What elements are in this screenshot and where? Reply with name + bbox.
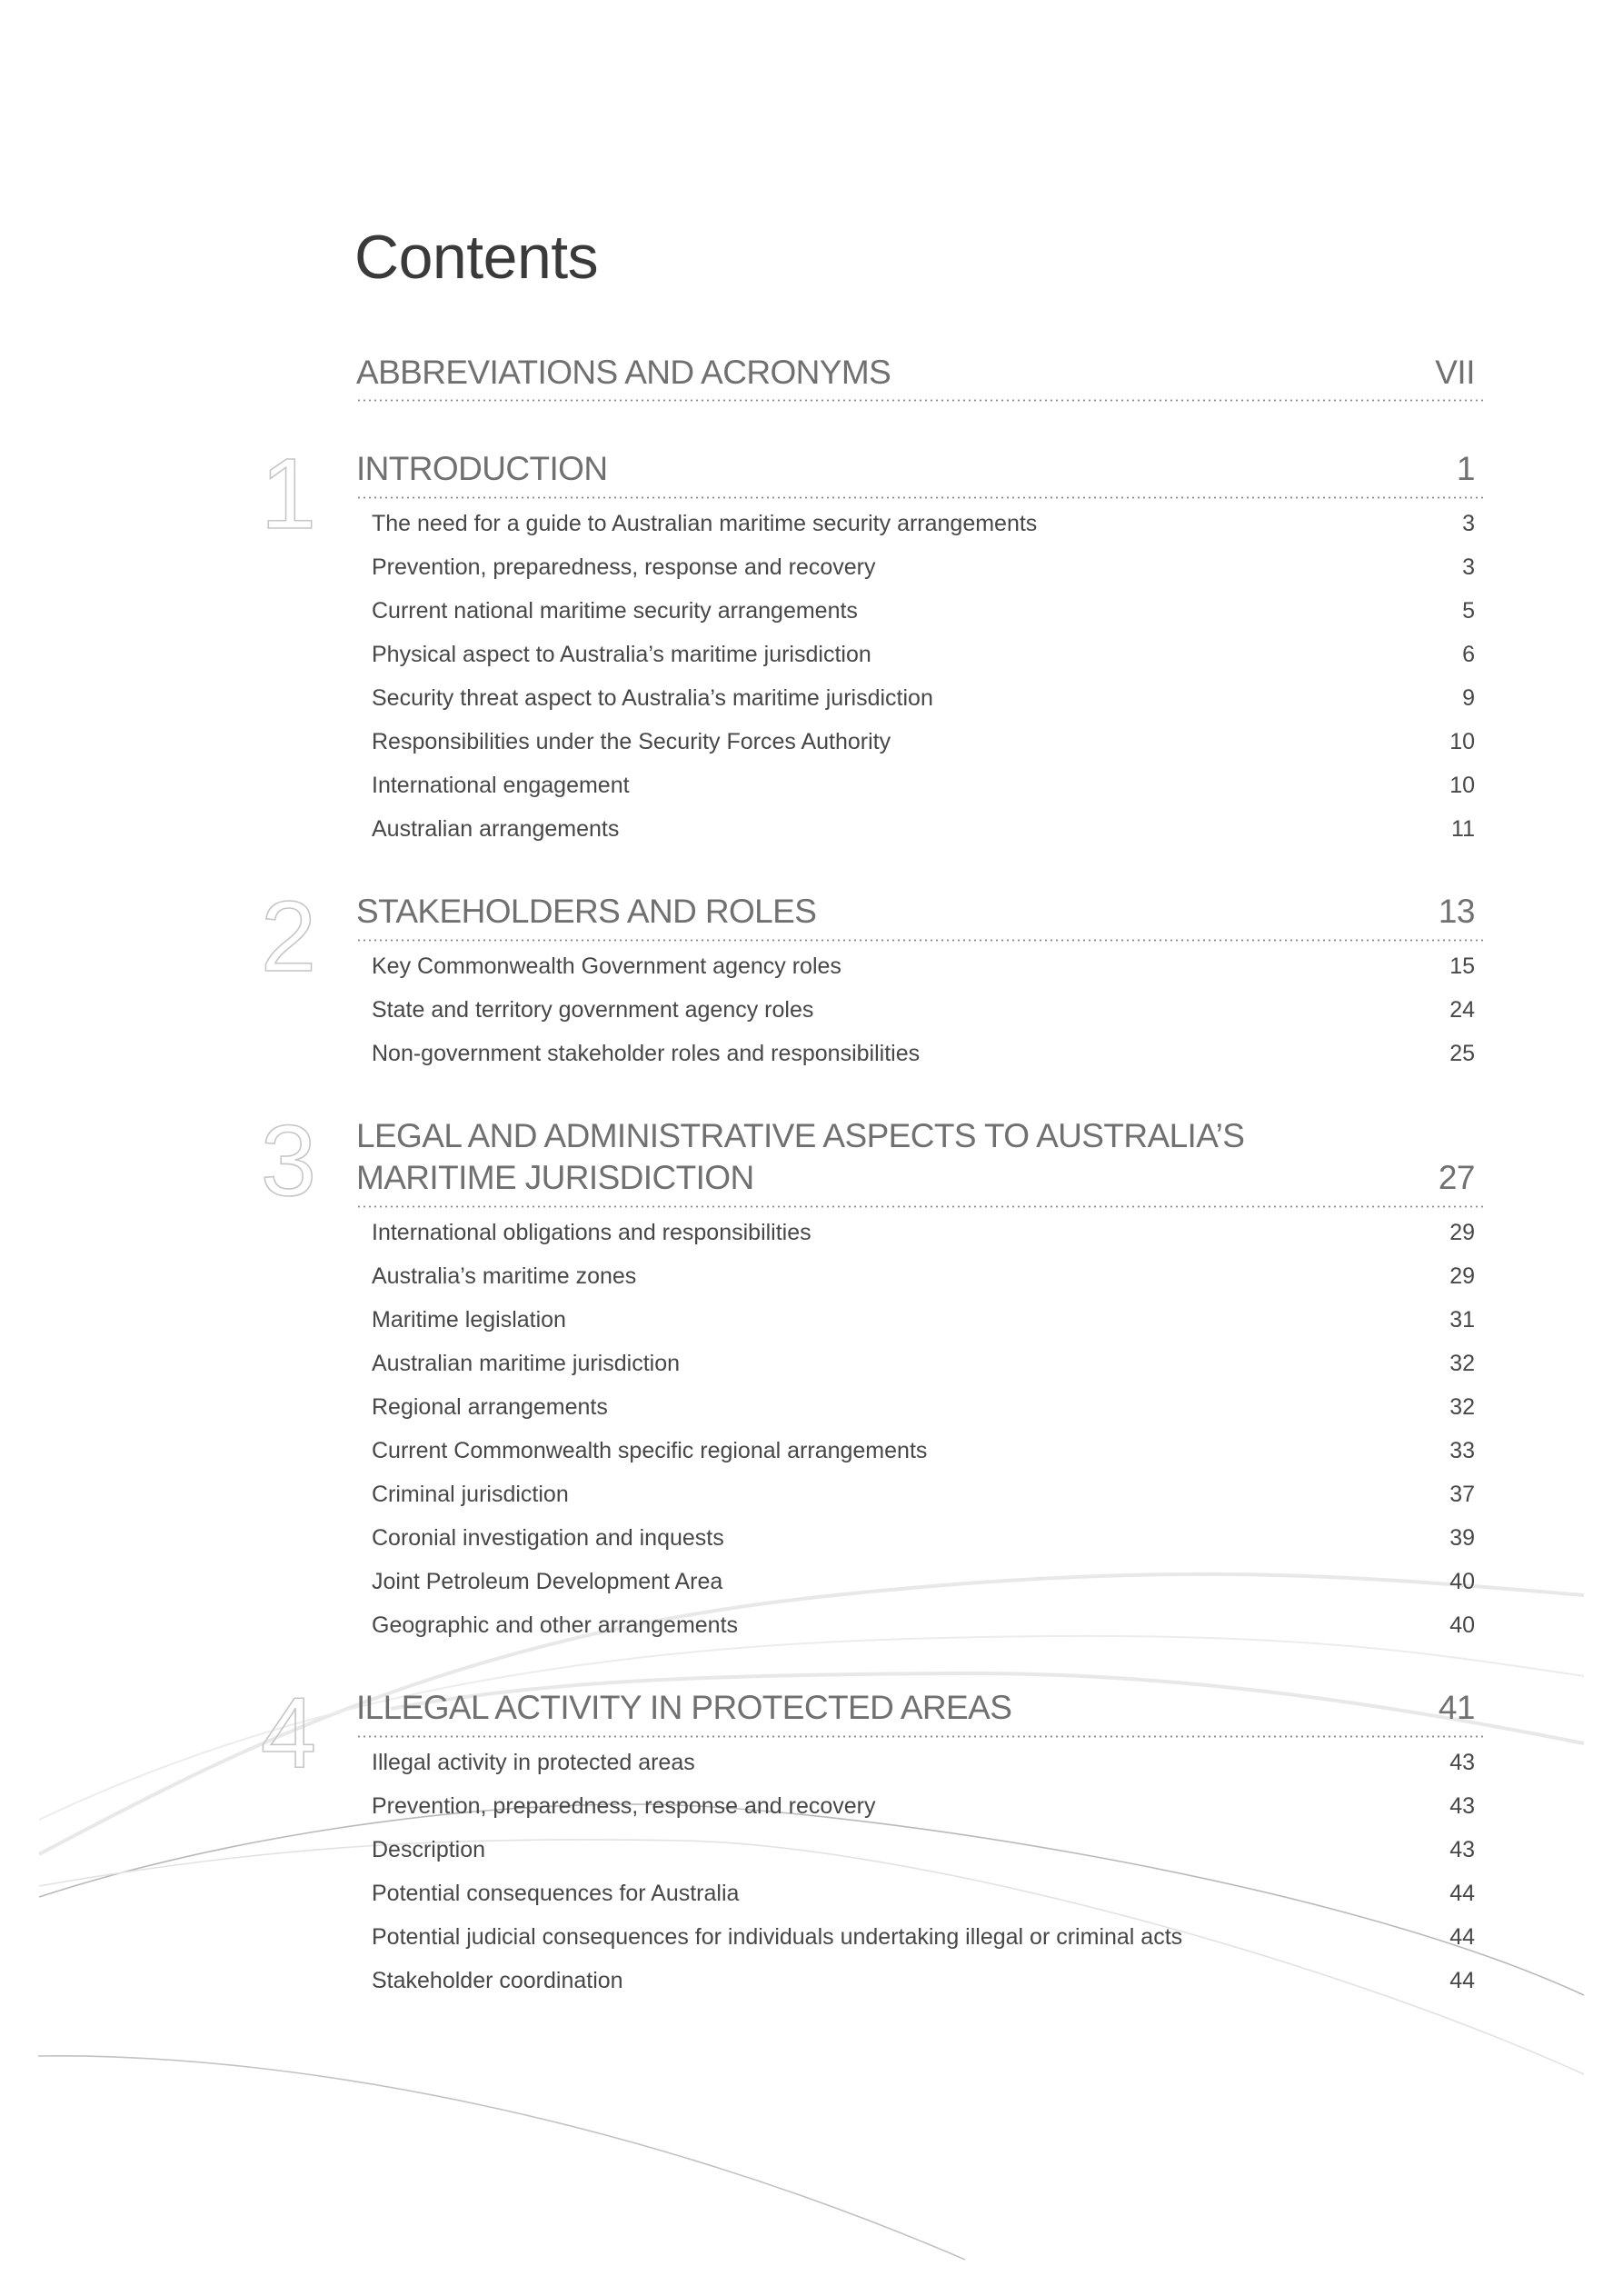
toc-entry[interactable]: Prevention, preparedness, response and recovery xyxy=(372,554,876,580)
toc-entry[interactable]: Prevention, preparedness, response and recovery xyxy=(372,1792,876,1819)
toc-entry[interactable]: Coronial investigation and inquests xyxy=(372,1524,724,1551)
toc-entry[interactable]: Regional arrangements xyxy=(372,1393,608,1420)
dotted-leader-line xyxy=(356,1735,1484,1738)
dotted-leader-line xyxy=(356,496,1484,499)
toc-entry[interactable]: State and territory government agency roles xyxy=(372,996,814,1023)
toc-heading-abbreviations[interactable]: ABBREVIATIONS AND ACRONYMS xyxy=(356,353,891,391)
toc-entry[interactable]: Non-government stakeholder roles and responsibilities xyxy=(372,1040,921,1066)
toc-entry-page-number: 43 xyxy=(1449,1749,1475,1775)
toc-section-page-number: 41 xyxy=(1438,1688,1475,1726)
toc-entry-page-number: 6 xyxy=(1462,641,1475,667)
swoosh-curve-bottom-arc xyxy=(38,2056,965,2260)
chapter-number-outline: 1 xyxy=(260,437,316,550)
toc-entry-page-number: 11 xyxy=(1451,815,1475,842)
toc-entry-page-number: 44 xyxy=(1449,1880,1475,1906)
toc-entry[interactable]: The need for a guide to Australian maritime security arrangements xyxy=(372,510,1038,536)
toc-entry-page-number: 15 xyxy=(1449,953,1475,979)
toc-entry[interactable]: Stakeholder coordination xyxy=(372,1967,623,1993)
toc-entry[interactable]: International obligations and responsibilities xyxy=(372,1219,812,1245)
toc-entry-page-number: 43 xyxy=(1449,1792,1475,1819)
chapter-number-outline: 2 xyxy=(260,880,316,993)
toc-entry[interactable]: Australia’s maritime zones xyxy=(372,1263,637,1289)
toc-entry-page-number: 25 xyxy=(1449,1040,1475,1066)
toc-entry[interactable]: Australian arrangements xyxy=(372,815,620,842)
toc-entry-page-number: 32 xyxy=(1449,1393,1475,1420)
swoosh-curve-dark-arc xyxy=(39,1804,1584,1995)
toc-entry-page-number: 9 xyxy=(1462,684,1475,711)
toc-entry[interactable]: Maritime legislation xyxy=(372,1306,566,1333)
toc-entry-page-number: 43 xyxy=(1449,1836,1475,1862)
toc-entry[interactable]: Current Commonwealth specific regional arrangements xyxy=(372,1437,928,1463)
toc-entry[interactable]: Current national maritime security arrangements xyxy=(372,597,858,624)
toc-entry-page-number: 40 xyxy=(1449,1568,1475,1594)
toc-entry-page-number: 29 xyxy=(1449,1219,1475,1245)
toc-entry-page-number: 37 xyxy=(1449,1481,1475,1507)
toc-section-heading[interactable]: STAKEHOLDERS AND ROLES xyxy=(356,892,817,930)
toc-entry[interactable]: Joint Petroleum Development Area xyxy=(372,1568,723,1594)
toc-entry[interactable]: Australian maritime jurisdiction xyxy=(372,1350,681,1376)
toc-entry[interactable]: Geographic and other arrangements xyxy=(372,1612,739,1638)
toc-entry-page-number: 29 xyxy=(1449,1263,1475,1289)
toc-entry-page-number: 44 xyxy=(1449,1923,1475,1950)
toc-section-heading[interactable]: LEGAL AND ADMINISTRATIVE ASPECTS TO AUSTRALIA’S xyxy=(356,1116,1245,1154)
toc-section-heading[interactable]: ILLEGAL ACTIVITY IN PROTECTED AREAS xyxy=(356,1688,1012,1726)
toc-entry[interactable]: Description xyxy=(372,1836,486,1862)
toc-entry[interactable]: Physical aspect to Australia’s maritime jurisdiction xyxy=(372,641,871,667)
toc-entry[interactable]: Key Commonwealth Government agency roles xyxy=(372,953,841,979)
swoosh-curve-light-arc xyxy=(39,1836,1584,2074)
toc-entry[interactable]: International engagement xyxy=(372,772,630,798)
toc-entry-page-number: 3 xyxy=(1462,554,1475,580)
toc-entry[interactable]: Security threat aspect to Australia’s maritime jurisdiction xyxy=(372,684,933,711)
toc-entry-page-number: 39 xyxy=(1449,1524,1475,1551)
toc-section-page-number: 27 xyxy=(1438,1158,1475,1196)
dotted-leader-line xyxy=(356,1205,1484,1208)
toc-section-page-number: 1 xyxy=(1456,449,1475,487)
toc-entry-page-number: 44 xyxy=(1449,1967,1475,1993)
toc-entry-page-number: 10 xyxy=(1449,728,1475,754)
chapter-number-outline: 4 xyxy=(260,1676,316,1789)
toc-entry-page-number: 32 xyxy=(1449,1350,1475,1376)
chapter-number-outline: 3 xyxy=(260,1104,316,1217)
toc-entry[interactable]: Responsibilities under the Security Forces Authority xyxy=(372,728,891,754)
page-title: Contents xyxy=(354,223,599,293)
dotted-leader-line xyxy=(356,399,1484,402)
toc-entry-page-number: 24 xyxy=(1449,996,1475,1023)
toc-section-page-number: 13 xyxy=(1438,892,1475,930)
toc-entry-page-number: 40 xyxy=(1449,1612,1475,1638)
toc-entry[interactable]: Illegal activity in protected areas xyxy=(372,1749,695,1775)
toc-section-heading[interactable]: MARITIME JURISDICTION xyxy=(356,1158,754,1196)
toc-entry[interactable]: Potential consequences for Australia xyxy=(372,1880,740,1906)
toc-entry-page-number: 33 xyxy=(1449,1437,1475,1463)
toc-entry[interactable]: Potential judicial consequences for individuals undertaking illegal or criminal acts xyxy=(372,1923,1183,1950)
toc-entry-page-number: 31 xyxy=(1449,1306,1475,1333)
toc-heading-page-number: VII xyxy=(1435,353,1475,391)
toc-section-heading[interactable]: INTRODUCTION xyxy=(356,449,608,487)
toc-entry-page-number: 10 xyxy=(1449,772,1475,798)
toc-entry-page-number: 5 xyxy=(1462,597,1475,624)
toc-entry[interactable]: Criminal jurisdiction xyxy=(372,1481,569,1507)
dotted-leader-line xyxy=(356,939,1484,942)
toc-entry-page-number: 3 xyxy=(1462,510,1475,536)
